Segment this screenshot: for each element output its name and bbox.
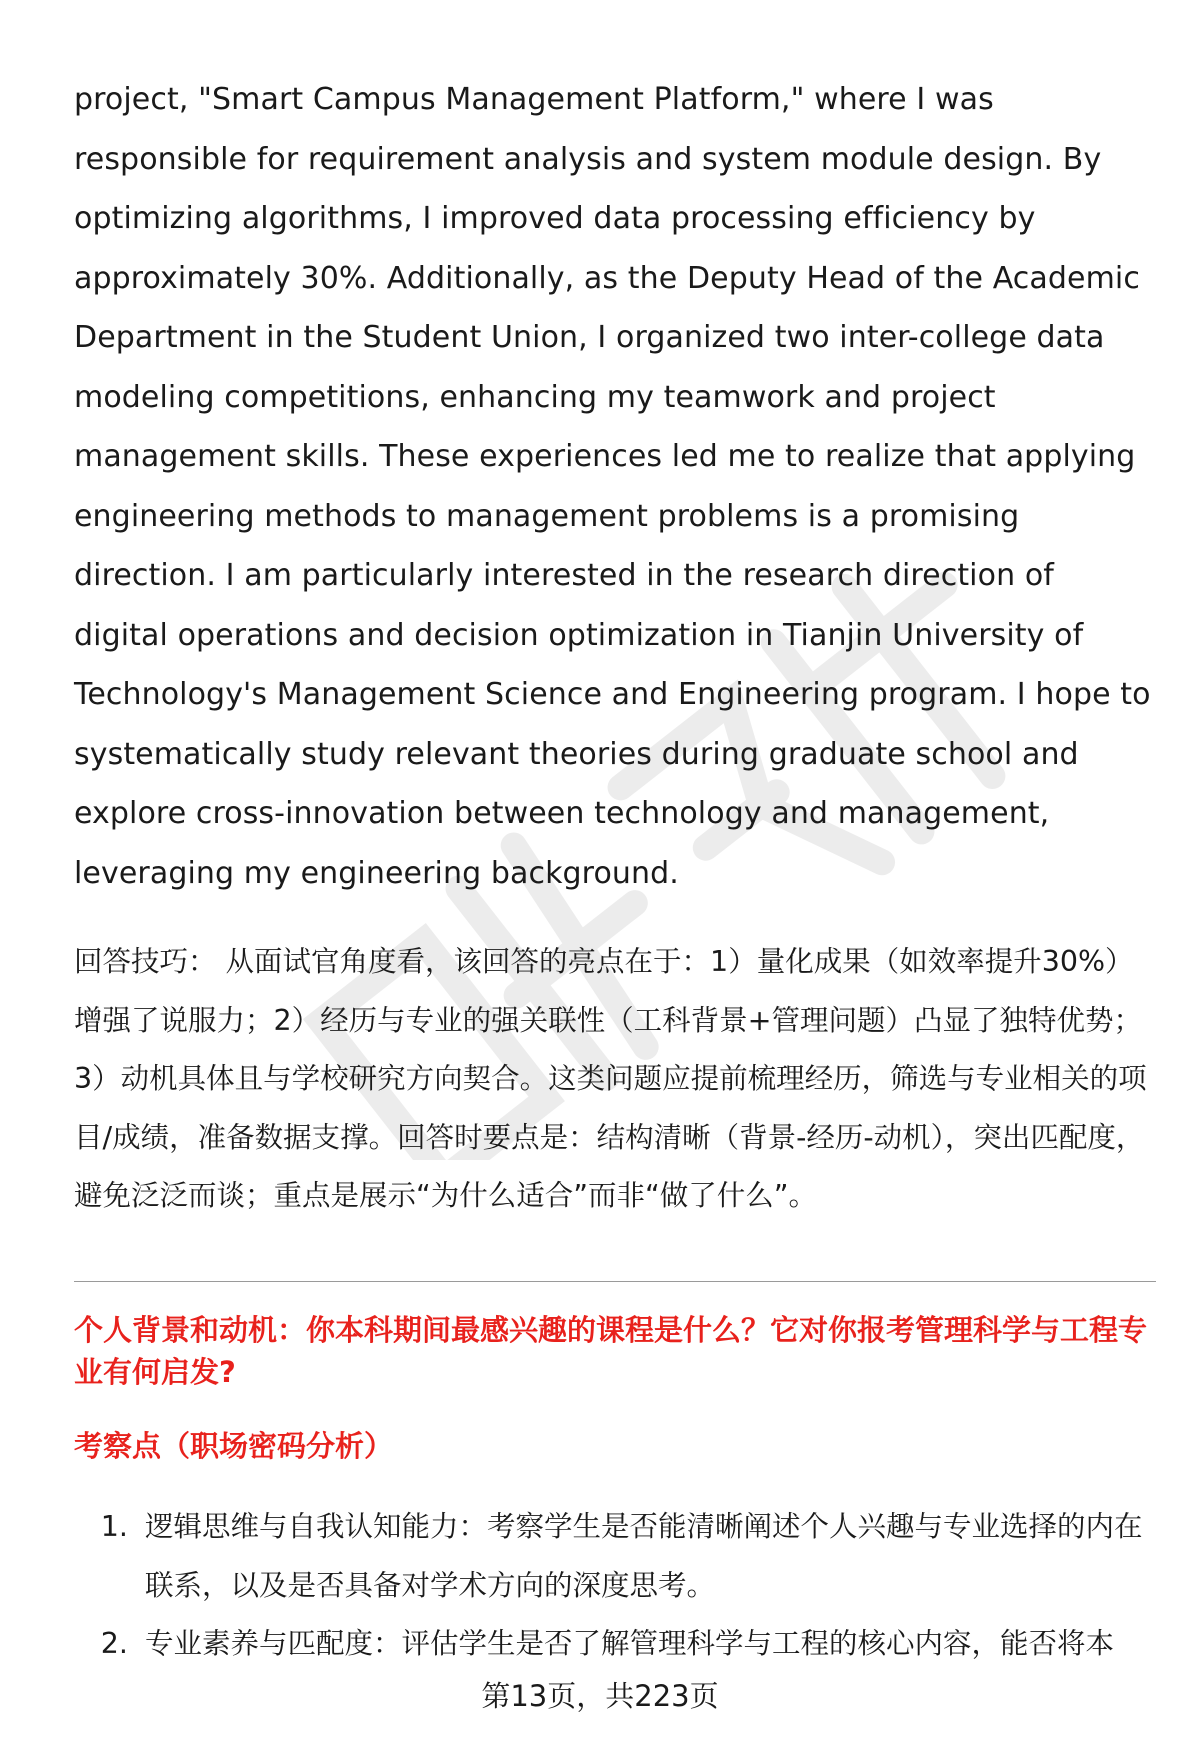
list-item-text: 专业素养与匹配度：评估学生是否了解管理科学与工程的核心内容，能否将本 [145,1627,1115,1660]
section-divider [74,1281,1156,1282]
assessment-points-list [74,1498,1156,1674]
list-item [74,1498,1156,1615]
page-footer: 第13页，共223页 [481,1679,719,1713]
list-item-number: 2. [100,1627,128,1660]
answer-tip-paragraph: 回答技巧： 从面试官角度看，该回答的亮点在于：1）量化成果（如效率提升30%）增强了说服力；2）经历与专业的强关联性（工科背景+管理问题）凸显了独特优势；3）动机具体且与学校研究方向契合。这类问题应提前梳理经历，筛选与专业相关的项目/成绩，准备数据支撑。回答时要点是：结构清晰（背景-经历-动机），突出匹配度，避免泛泛而谈；重点是展示“为什么适合”而非“做了什么”。 [74,945,1147,1212]
question-heading: 个人背景和动机：你本科期间最感兴趣的课程是什么？它对你报考管理科学与工程专业有何启发? [74,1313,1148,1389]
list-item [74,1615,1156,1674]
list-item-text: 逻辑思维与自我认知能力：考察学生是否能清晰阐述个人兴趣与专业选择的内在联系，以及是否具备对学术方向的深度思考。 [145,1510,1143,1602]
list-item-number: 1. [100,1510,128,1543]
page-content [74,70,1156,1226]
assessment-points-heading: 考察点（职场密码分析） [74,1429,394,1463]
body-paragraph: project, "Smart Campus Management Platform," where I was responsible for requirement analysis and system module design. By optimizing algorithms, I improved data processing efficiency by approximately 30%. Additionally, as the Deputy Head of the Academic Department in the Student Union, I organized two inter-college data modeling competitions, enhancing my teamwork and project management skills. These experiences led me to realize that applying engineering methods to management problems is a promising direction. I am particularly interested in the research direction of digital operations and decision optimization in Tianjin University of Technology's Management Science and Engineering program. I hope to systematically study relevant theories during graduate school and explore cross-innovation between technology and management, leveraging my engineering background. [74,82,1151,891]
